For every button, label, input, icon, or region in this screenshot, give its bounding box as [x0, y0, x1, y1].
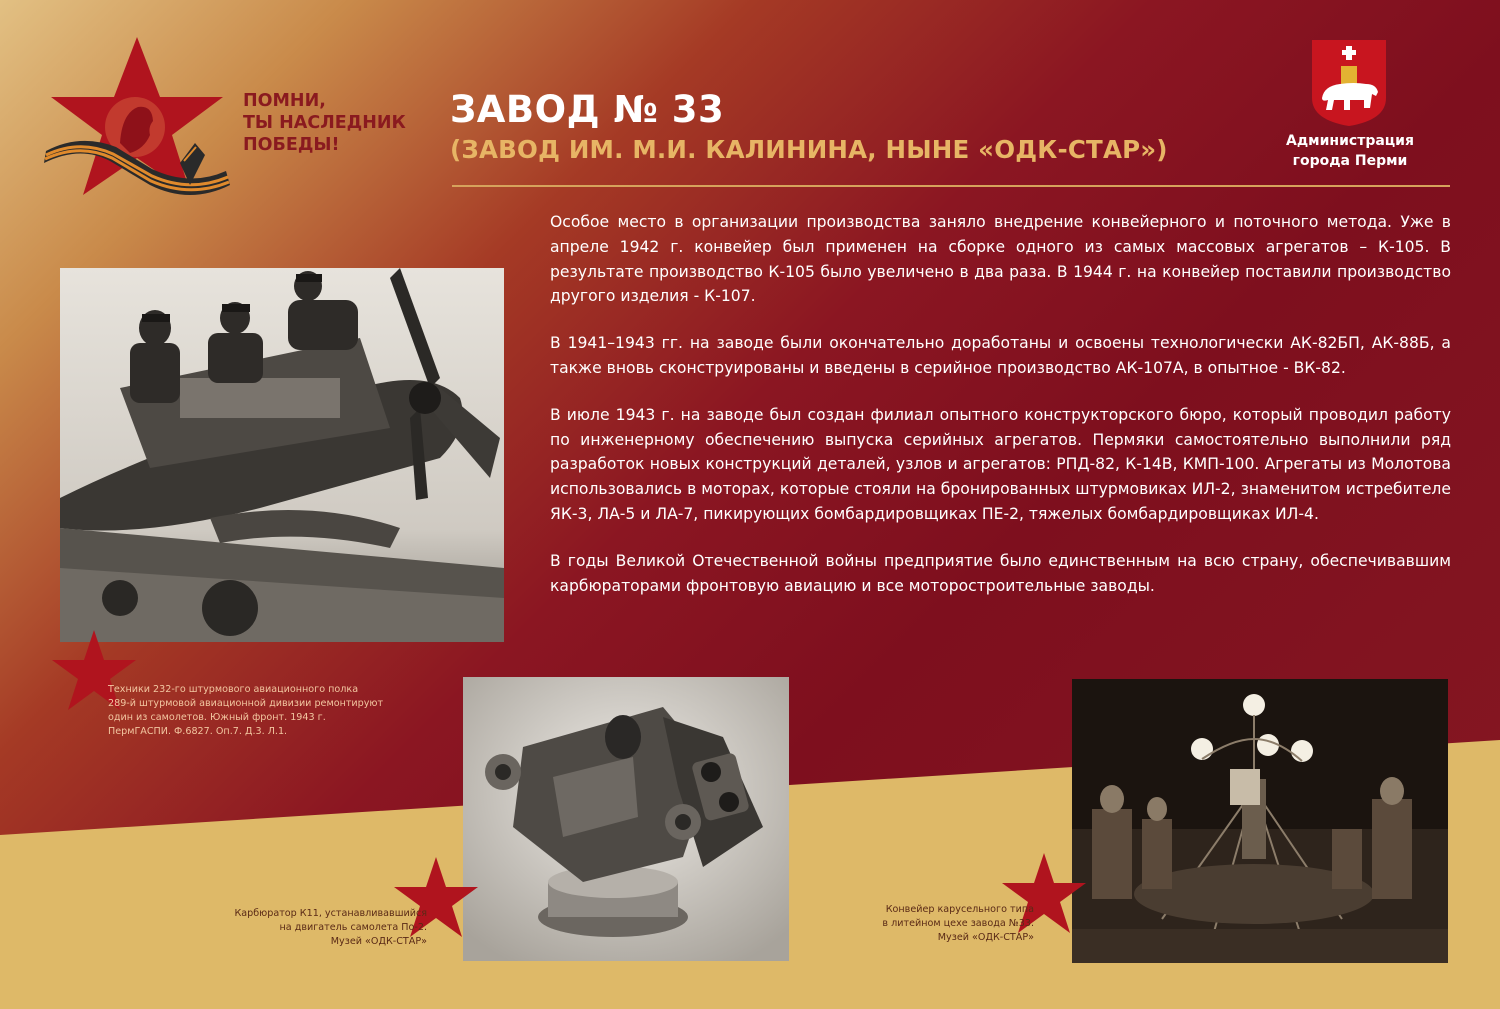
page-title: ЗАВОД № 33 — [450, 88, 725, 131]
title-divider — [452, 185, 1450, 187]
body-text — [550, 210, 1451, 620]
caption-line: в литейном цехе завода №33. — [882, 918, 1034, 929]
photo-caption — [205, 907, 427, 949]
caption-line: Карбюратор К11, устанавливавшийся — [234, 908, 427, 919]
photo-caption — [108, 683, 408, 739]
paragraph: В годы Великой Отечественной войны предприятие было единственным на всю страну, обеспечивавшим карбюраторами фронтовую авиацию и все моторостроительные заводы. — [550, 551, 1451, 595]
carousel-conveyor-photo — [1072, 679, 1448, 963]
caption-line: Музей «ОДК-СТАР» — [330, 936, 427, 947]
caption-line: Техники 232-го штурмового авиационного полка — [108, 684, 359, 695]
slogan-line: ПОМНИ, — [243, 91, 326, 111]
red-star-emblem-icon — [40, 35, 235, 200]
caption-line: на двигатель самолета По-2. — [279, 922, 427, 933]
aircraft-repair-photo — [60, 268, 504, 642]
photo-caption — [842, 903, 1034, 945]
slogan-line: ПОБЕДЫ! — [243, 135, 340, 155]
carburetor-photo — [463, 677, 789, 961]
administration-label — [1270, 131, 1430, 171]
page-subtitle: (ЗАВОД ИМ. М.И. КАЛИНИНА, НЫНЕ «ОДК-СТАР») — [450, 135, 1168, 164]
administration-line: города Перми — [1292, 153, 1408, 169]
paragraph: В июле 1943 г. на заводе был создан филиал опытного конструкторского бюро, который проводил работу по инженерному обеспечению выпуска серийных агрегатов. Пермяки самостоятельно выполнили ряд разработок новых конструкций деталей, узлов и агрегатов: РПД-82, К-14В, КМП-100. Агрегаты из Молотова использовались в моторах, которые стояли на бронированных штурмовиках ИЛ-2, знаменитом истребителе ЯК-3, ЛА-5 и ЛА-7, пикирующих бомбардировщиках ПЕ-2, тяжелых бомбардировщиках ИЛ-4. — [550, 405, 1451, 523]
paragraph: В 1941–1943 гг. на заводе были окончательно доработаны и освоены технологически АК-82БП, АК-88Б, а также вновь сконструированы и введены в серийное производство АК-107А, в опытное - ВК-82. — [550, 334, 1451, 377]
caption-line: один из самолетов. Южный фронт. 1943 г. — [108, 712, 326, 723]
perm-coat-of-arms-icon — [1310, 38, 1388, 128]
caption-line: Музей «ОДК-СТАР» — [937, 932, 1034, 943]
caption-line: Конвейер карусельного типа — [885, 904, 1034, 915]
paragraph: Особое место в организации производства заняло внедрение конвейерного и поточного метода. Уже в апреле 1942 г. конвейер был применен на сборке одного из самых массовых агрегатов – К-105. В результате производство К-105 было увеличено в два раза. В 1944 г. на конвейер поставили производство другого изделия - К-107. — [550, 213, 1451, 306]
caption-line: 289-й штурмовой авиационной дивизии ремонтируют — [108, 698, 384, 709]
slogan — [243, 90, 433, 156]
administration-line: Администрация — [1286, 133, 1414, 149]
caption-line: ПермГАСПИ. Ф.6827. Оп.7. Д.3. Л.1. — [108, 726, 288, 737]
slogan-line: ТЫ НАСЛЕДНИК — [243, 113, 406, 133]
